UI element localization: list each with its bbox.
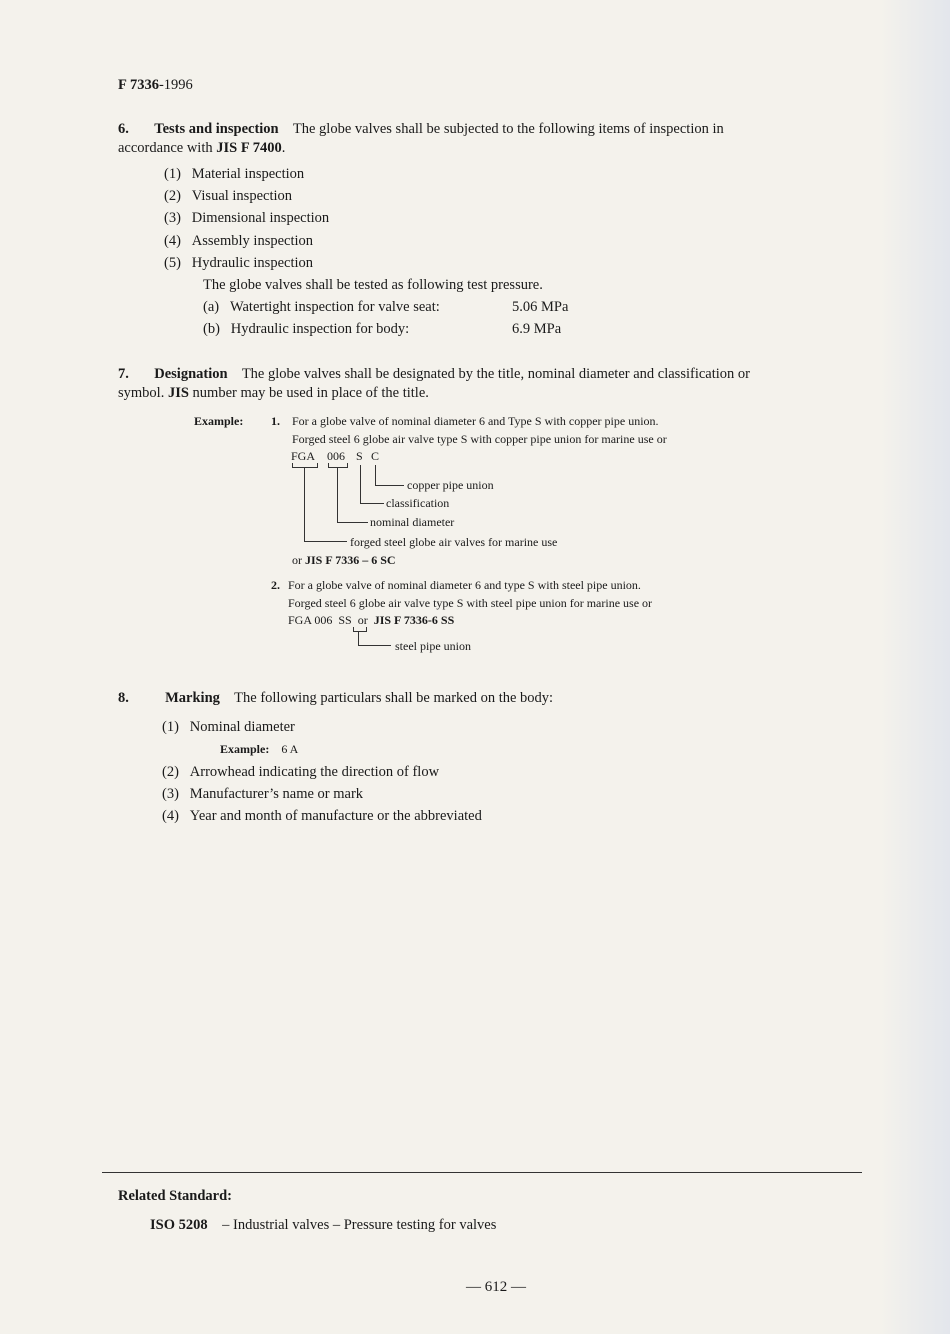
section-6-number: 6.	[118, 121, 129, 137]
designation-example-label: Example:	[194, 414, 244, 428]
inspection-item-3: (3) Dimensional inspection	[164, 210, 330, 226]
section-7-number: 7.	[118, 366, 129, 382]
example-1-code-part-type: S	[356, 449, 363, 463]
inspection-item-4: (4) Assembly inspection	[164, 233, 314, 249]
callout-copper-pipe-union: copper pipe union	[407, 478, 494, 492]
inspection-item-2: (2) Visual inspection	[164, 188, 293, 204]
section-7-title: Designation	[154, 366, 228, 382]
example-2-line-2: Forged steel 6 globe air valve type S with steel pipe union for marine use or	[288, 596, 653, 610]
related-standard-title: – Industrial valves – Pressure testing for valves	[222, 1217, 497, 1233]
callout-steel-pipe-union: steel pipe union	[395, 639, 471, 653]
example-2-number: 2.	[271, 578, 280, 592]
example-1-number: 1.	[271, 414, 280, 428]
page-number: — 612 —	[466, 1279, 526, 1295]
example-1-code-part-diameter: 006	[327, 449, 345, 463]
pressure-value-b: 6.9 MPa	[512, 321, 562, 337]
pressure-item-a: (a) Watertight inspection for valve seat:	[203, 299, 440, 315]
related-standard-entry	[150, 1217, 496, 1234]
related-standard-code: ISO 5208	[150, 1217, 208, 1233]
callout-nominal-diameter: nominal diameter	[370, 515, 455, 529]
standard-header: F 7336-1996	[118, 77, 193, 93]
section-8-title: Marking	[165, 690, 220, 706]
footnote-divider	[102, 1172, 862, 1173]
example-1-alt-designation: or JIS F 7336 – 6 SC	[292, 553, 396, 567]
example-2-line-1: For a globe valve of nominal diameter 6 and type S with steel pipe union.	[288, 578, 641, 592]
section-8-number: 8.	[118, 690, 129, 706]
leader-forged-steel	[304, 467, 347, 542]
section-6-intro-line-1: 6. Tests and inspection The globe valves shall be subjected to the following items of inspection in	[118, 121, 724, 137]
example-2-code-ss: SS	[338, 613, 352, 627]
pressure-value-a: 5.06 MPa	[512, 299, 569, 315]
page-edge-shadow	[880, 0, 950, 1334]
example-1-line-1: For a globe valve of nominal diameter 6 and Type S with copper pipe union.	[292, 414, 659, 428]
marking-item-4: (4) Year and month of manufacture or the abbreviated	[162, 808, 482, 824]
callout-forged-steel: forged steel globe air valves for marine use	[350, 535, 558, 549]
example-2-code: FGA 006 SS or JIS F 7336-6 SS	[288, 613, 455, 627]
section-6-title: Tests and inspection	[154, 121, 279, 137]
inspection-item-1: (1) Material inspection	[164, 166, 305, 182]
marking-example: Example: 6 A	[220, 742, 299, 756]
section-6-intro-line-2: accordance with JIS F 7400.	[118, 140, 286, 156]
marking-item-1: (1) Nominal diameter	[162, 719, 295, 735]
leader-steel-pipe-union	[358, 631, 391, 646]
section-7-intro-line-2: symbol. JIS number may be used in place of the title.	[118, 385, 429, 401]
example-1-line-2: Forged steel 6 globe air valve type S with copper pipe union for marine use or	[292, 432, 667, 446]
section-8-intro: 8. Marking The following particulars shall be marked on the body:	[118, 690, 554, 706]
marking-item-3: (3) Manufacturer’s name or mark	[162, 786, 364, 802]
pressure-item-b: (b) Hydraulic inspection for body:	[203, 321, 410, 337]
marking-item-2: (2) Arrowhead indicating the direction of flow	[162, 764, 440, 780]
related-standard-heading: Related Standard:	[118, 1188, 232, 1204]
section-7-intro-line-1: 7. Designation The globe valves shall be designated by the title, nominal diameter and classification or	[118, 366, 750, 382]
example-1-code-part-fga: FGA	[291, 449, 316, 463]
example-1-code-part-union: C	[371, 449, 380, 463]
inspection-item-5: (5) Hydraulic inspection	[164, 255, 314, 271]
pressure-note: The globe valves shall be tested as following test pressure.	[203, 277, 543, 293]
callout-classification: classification	[386, 496, 450, 510]
